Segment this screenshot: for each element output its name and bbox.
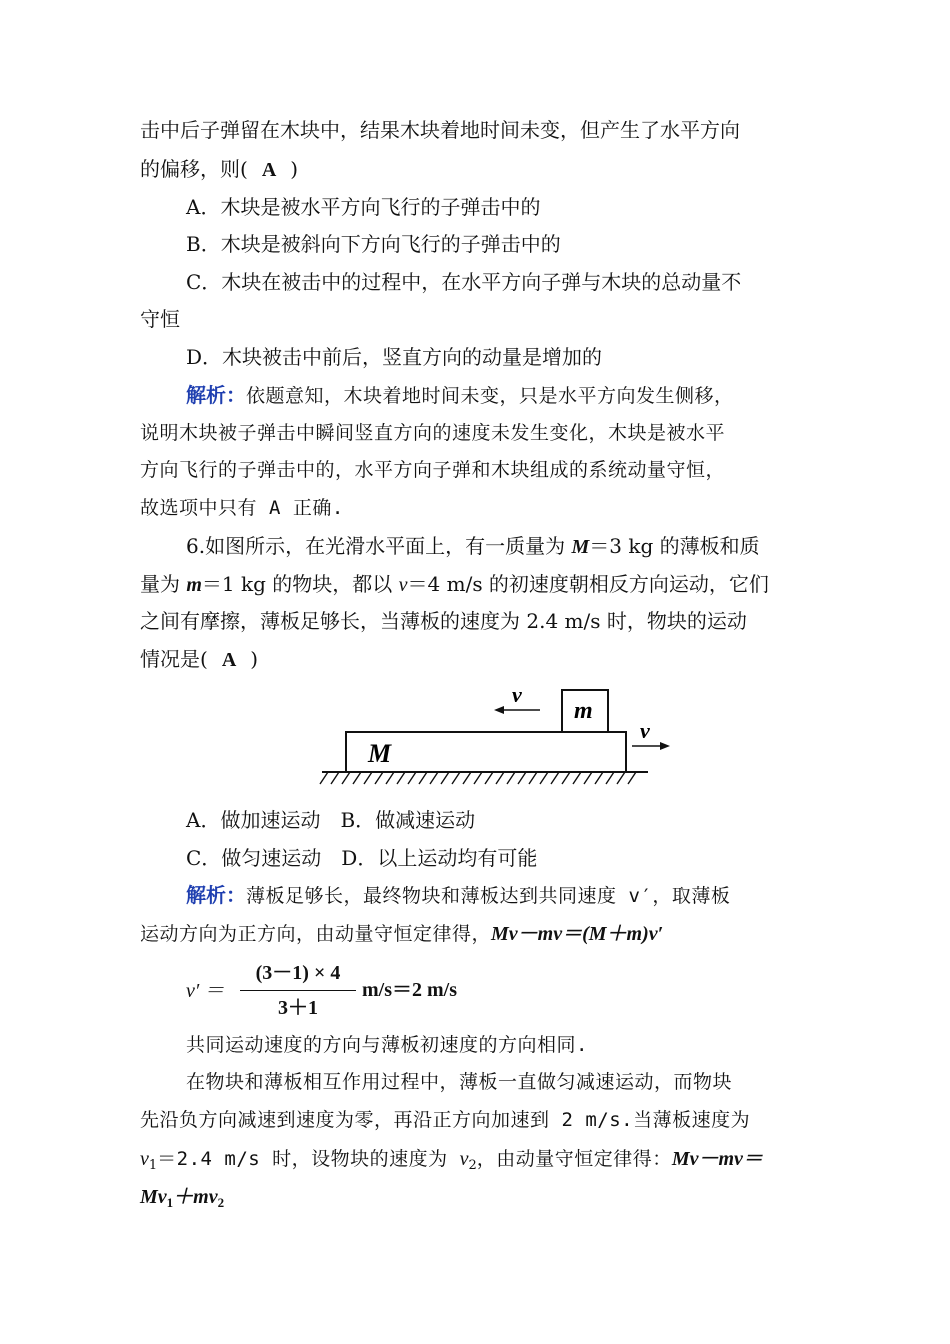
hatch-mark (507, 772, 515, 784)
hatch-mark (628, 772, 636, 784)
hatch-mark (529, 772, 537, 784)
hatch-mark (584, 772, 592, 784)
eq-numerator: (3－1) × 4 (255, 962, 341, 984)
q5-option-d: D．木块被击中前后，竖直方向的动量是增加的 (186, 345, 603, 369)
hatch-mark (364, 772, 372, 784)
q6-stem-line4: 情况是( A ) (140, 645, 812, 675)
hatch-mark (386, 772, 394, 784)
hatch-mark (430, 772, 438, 784)
eq-rhs: m/s＝2 m/s (362, 979, 457, 1001)
q6-analysis-line8: $Mv_1+mv_2$ (140, 1186, 225, 1210)
eq-denominator: 3＋1 (278, 997, 318, 1019)
hatch-mark (342, 772, 350, 784)
velocity-v-right-label: v (640, 718, 650, 743)
q6-options-row1: A．做加速运动 B．做减速运动 (186, 808, 476, 832)
analysis-label: 解析： (186, 883, 246, 907)
hatch-mark (518, 772, 526, 784)
hatch-mark (375, 772, 383, 784)
q6-stem-line3: 之间有摩擦，薄板足够长，当薄板的速度为 2.4 m/s 时，物块的运动 (140, 609, 747, 633)
eq-lhs: v′ ＝ (186, 980, 225, 1002)
hatch-mark (496, 772, 504, 784)
q5-stem-line2: 的偏移，则( A ) (140, 155, 812, 185)
q5-analysis-line3: 方向飞行的子弹击中的，水平方向子弹和木块组成的系统动量守恒， (140, 459, 726, 481)
hatch-mark (331, 772, 339, 784)
ground-hatching (320, 772, 636, 784)
block-m-label: m (574, 698, 593, 724)
hatch-mark (540, 772, 548, 784)
hatch-mark (320, 772, 328, 784)
q5-analysis-line4: 故选项中只有 A 正确. (140, 497, 344, 519)
q6-answer: A (221, 649, 237, 671)
left-arrowhead-icon (494, 706, 504, 714)
hatch-mark (353, 772, 361, 784)
q6-analysis-line4: 共同运动速度的方向与薄板初速度的方向相同. (186, 1034, 588, 1056)
q5-analysis-line2: 说明木块被子弹击中瞬间竖直方向的速度未发生变化，木块是被水平 (140, 422, 726, 444)
hatch-mark (452, 772, 460, 784)
q5-option-c-cont: 守恒 (140, 307, 180, 331)
q5-option-c: C．木块在被击中的过程中，在水平方向子弹与木块的总动量不 (186, 270, 742, 294)
q6-analysis-line6: 先沿负方向减速到速度为零，再沿正方向加速到 2 m/s.当薄板速度为 (140, 1109, 751, 1131)
hatch-mark (606, 772, 614, 784)
hatch-mark (419, 772, 427, 784)
q6-stem-line1: 6.如图所示，在光滑水平面上，有一质量为 M＝3 kg 的薄板和质 (186, 534, 760, 558)
q5-analysis-line1: 解析：依题意知，木块着地时间未变，只是水平方向发生侧移， (186, 383, 734, 407)
fraction-bar (240, 990, 356, 991)
hatch-mark (617, 772, 625, 784)
q5-stem-line1: 击中后子弹留在木块中，结果木块着地时间未变，但产生了水平方向 (140, 118, 740, 142)
hatch-mark (441, 772, 449, 784)
q6-analysis-line1: 解析：薄板足够长，最终物块和薄板达到共同速度 v′，取薄板 (186, 883, 731, 907)
velocity-v-left-label: v (512, 682, 522, 707)
q6-analysis-line5: 在物块和薄板相互作用过程中，薄板一直做匀减速运动，而物块 (186, 1071, 733, 1093)
hatch-mark (562, 772, 570, 784)
q6-analysis-line7: $v_1=2.4$ m/s 时，设物块的速度为 $v_2$，由动量守恒定律得：Mv－mv＝ (140, 1148, 763, 1173)
hatch-mark (463, 772, 471, 784)
q5-answer: A (261, 159, 277, 181)
analysis-label: 解析： (186, 383, 246, 407)
q5-option-a: A．木块是被水平方向飞行的子弹击中的 (186, 195, 541, 219)
q6-stem-line2: 量为 m＝1 kg 的物块，都以 v＝4 m/s 的初速度朝相反方向运动，它们 (140, 572, 769, 596)
hatch-mark (573, 772, 581, 784)
q6-options-row2: C．做匀速运动 D．以上运动均有可能 (186, 846, 538, 870)
hatch-mark (474, 772, 482, 784)
hatch-mark (595, 772, 603, 784)
q6-analysis-line2: 运动方向为正方向，由动量守恒定律得，Mv－mv＝(M＋m)v′ (140, 923, 664, 945)
hatch-mark (408, 772, 416, 784)
board-M-label: M (368, 739, 392, 768)
hatch-mark (485, 772, 493, 784)
q5-option-b: B．木块是被斜向下方向飞行的子弹击中的 (186, 232, 561, 256)
board-block-figure (318, 682, 678, 792)
eq-fraction (240, 958, 356, 1023)
right-arrowhead-icon (660, 742, 670, 750)
hatch-mark (397, 772, 405, 784)
hatch-mark (551, 772, 559, 784)
